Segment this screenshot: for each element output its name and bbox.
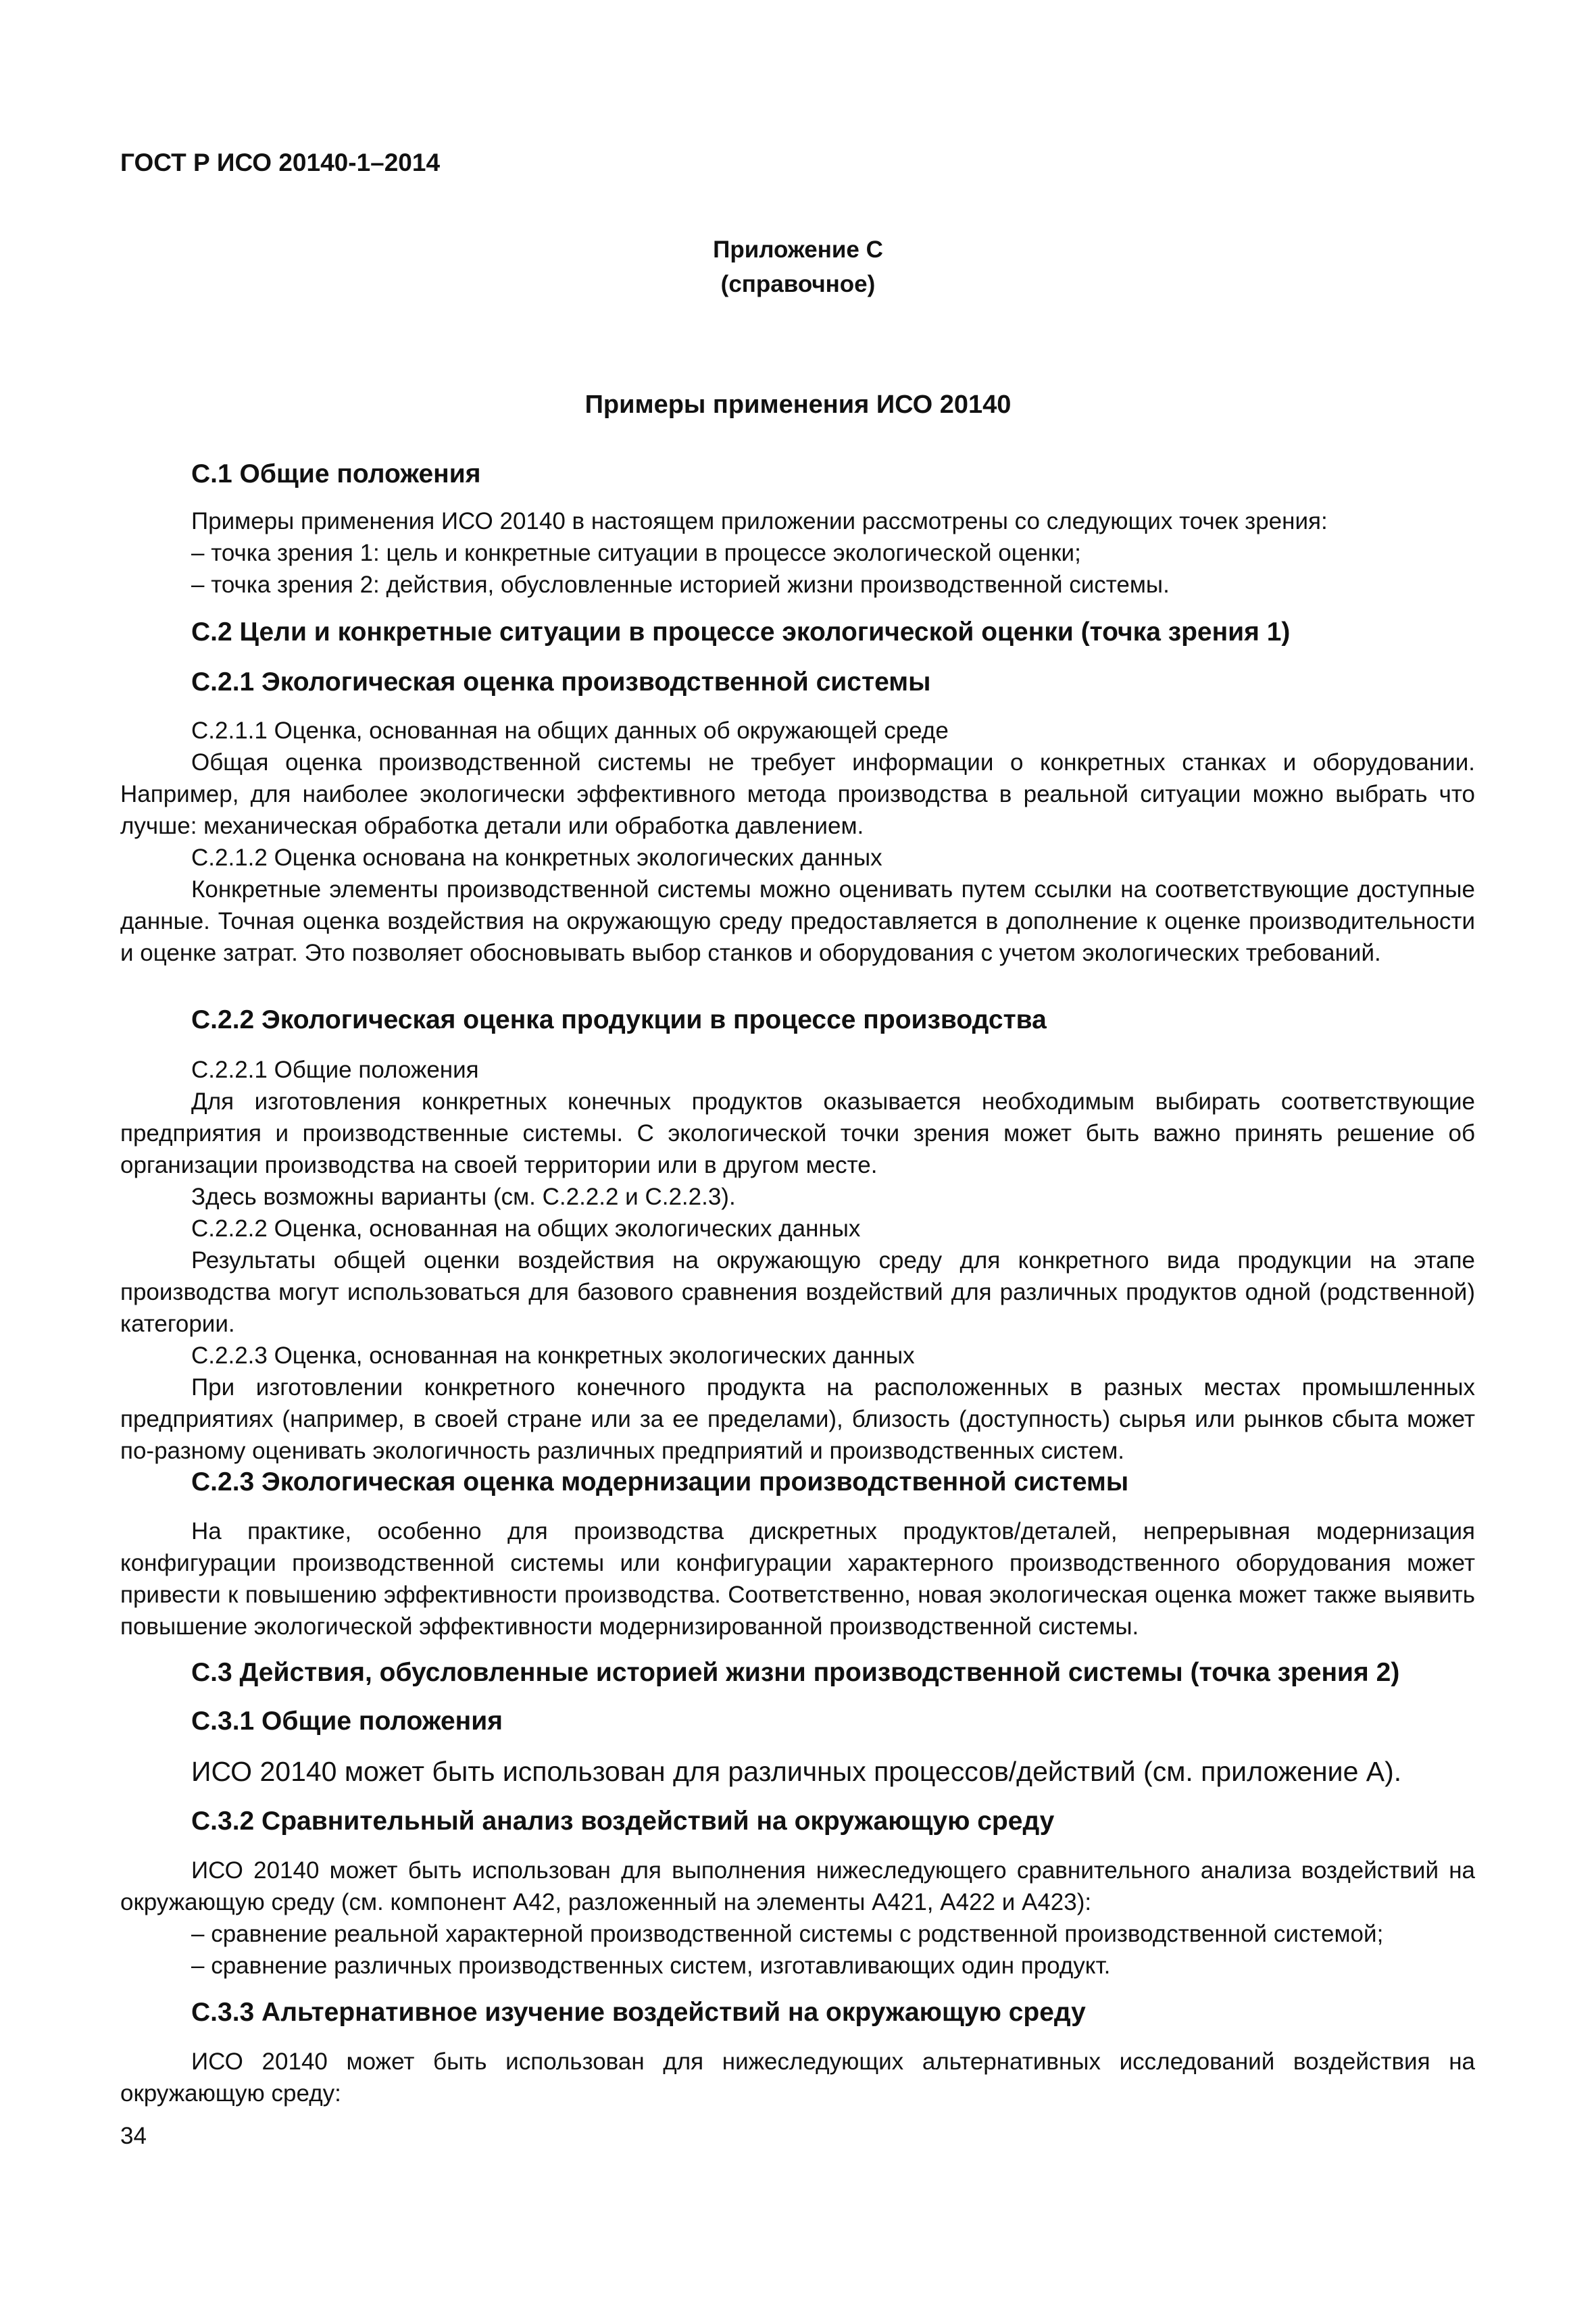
section-c32-item-1: – сравнение реальной характерной производственной системы с родственной производственной системой; [191,1921,1384,1947]
section-c23-text: На практике, особенно для производства дискретных продуктов/деталей, непрерывная модернизация конфигурации производственной системы или конфигурации характерного производственного оборудования может привести к повышению эффективности производства. Соответственно, новая экологическая оценка может также выявить повышение экологической эффективности модернизированной производственной системы. [120,1518,1475,1640]
section-c31-text: ИСО 20140 может быть использован для различных процессов/действий (см. приложение А). [191,1756,1402,1787]
subsection-c223-title: С.2.2.3 Оценка, основанная на конкретных экологических данных [191,1342,915,1369]
subsection-c222-title: С.2.2.2 Оценка, основанная на общих экологических данных [191,1215,861,1242]
page-number: 34 [120,2123,147,2149]
subsection-c221-title: С.2.2.1 Общие положения [191,1057,479,1083]
section-c32-text: ИСО 20140 может быть использован для выполнения нижеследующего сравнительного анализа воздействий на окружающую среду (см. компонент А42, разложенный на элементы А421, А422 и А423): [120,1857,1475,1915]
section-c1-heading: С.1 Общие положения [191,459,481,488]
subsection-c211-title: С.2.1.1 Оценка, основанная на общих данных об окружающей среде [191,718,949,744]
section-c1-item-2: – точка зрения 2: действия, обусловленные историей жизни производственной системы. [191,572,1170,598]
standard-designation: ГОСТ Р ИСО 20140-1–2014 [120,149,441,176]
annex-label: Приложение С [713,236,883,263]
section-c31-heading: С.3.1 Общие положения [191,1707,503,1736]
annex-kind: (справочное) [720,271,876,297]
section-c1-item-1: – точка зрения 1: цель и конкретные ситуации в процессе экологической оценки; [191,540,1081,566]
section-c3-heading: С.3 Действия, обусловленные историей жизни производственной системы (точка зрения 2) [191,1658,1400,1687]
subsection-c211-text: Общая оценка производственной системы не требует информации о конкретных станках и оборудовании. Например, для наиболее экологически эффективного метода производства в реальной ситуации можно выбрать что лучше: механическая обработка детали или обработка давлением. [120,749,1475,839]
subsection-c221-note: Здесь возможны варианты (см. С.2.2.2 и С.2.2.3). [191,1184,736,1210]
subsection-c222-text: Результаты общей оценки воздействия на окружающую среду для конкретного вида продукции на этапе производства могут использоваться для базового сравнения воздействий для различных продуктов одной (родственной) категории. [120,1247,1475,1337]
section-c33-heading: С.3.3 Альтернативное изучение воздействий на окружающую среду [191,1998,1086,2027]
annex-title: Примеры применения ИСО 20140 [584,391,1012,419]
section-c21-heading: С.2.1 Экологическая оценка производственной системы [191,668,931,697]
section-c1-intro: Примеры применения ИСО 20140 в настоящем приложении рассмотрены со следующих точек зрения: [191,508,1328,534]
section-c2-heading: С.2 Цели и конкретные ситуации в процессе экологической оценки (точка зрения 1) [191,618,1291,647]
section-c22-heading: С.2.2 Экологическая оценка продукции в процессе производства [191,1005,1047,1034]
subsection-c212-text: Конкретные элементы производственной системы можно оценивать путем ссылки на соответствующие доступные данные. Точная оценка воздействия на окружающую среду предоставляется в дополнение к оценке производительности и оценке затрат. Это позволяет обосновывать выбор станков и оборудования с учетом экологических требований. [120,876,1475,966]
section-c33-text: ИСО 20140 может быть использован для нижеследующих альтернативных исследований воздействия на окружающую среду: [120,2048,1475,2107]
section-c32-heading: С.3.2 Сравнительный анализ воздействий на окружающую среду [191,1807,1055,1836]
section-c23-heading: С.2.3 Экологическая оценка модернизации производственной системы [191,1467,1129,1496]
section-c32-item-2: – сравнение различных производственных систем, изготавливающих один продукт. [191,1953,1111,1979]
subsection-c223-text: При изготовлении конкретного конечного продукта на расположенных в разных местах промышленных предприятиях (например, в своей стране или за ее пределами), близость (доступность) сырья или рынков сбыта может по-разному оценивать экологичность различных предприятий и производственных систем. [120,1374,1475,1464]
subsection-c221-text: Для изготовления конкретных конечных продуктов оказывается необходимым выбирать соответствующие предприятия и производственные системы. С экологической точки зрения может быть важно принять решение об организации производства на своей территории или в другом месте. [120,1088,1475,1178]
subsection-c212-title: С.2.1.2 Оценка основана на конкретных экологических данных [191,845,882,871]
